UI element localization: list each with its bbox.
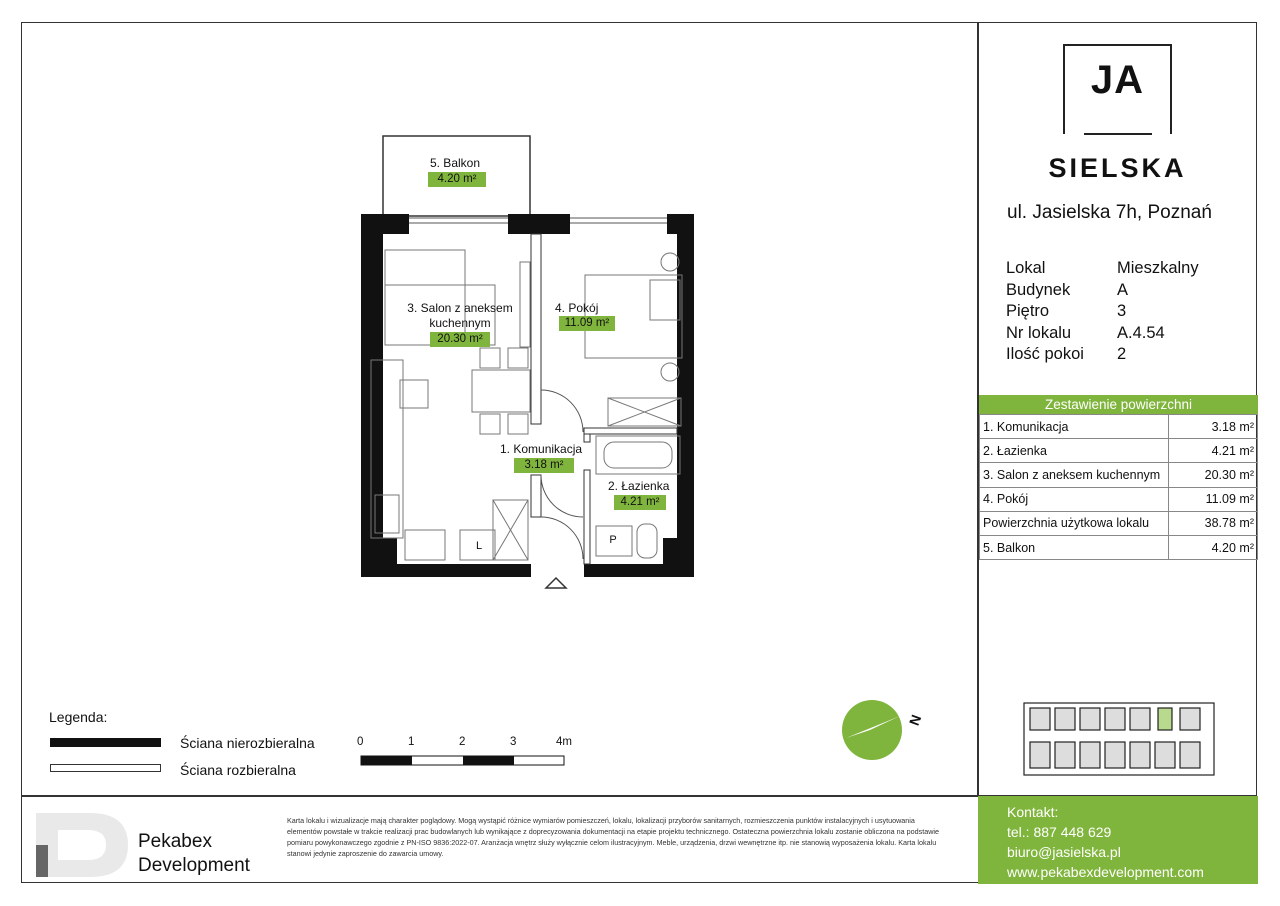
surface-name: 2. Łazienka [980,439,1169,463]
key-plan [1024,703,1214,775]
info-key: Lokal [1006,259,1046,277]
door-swings [541,390,583,559]
legend-solid-label: Ściana nierozbieralna [180,735,315,751]
contact-box [978,796,1258,884]
scale-label: 1 [408,736,415,748]
scale-label: 2 [459,736,466,748]
info-value: A [1117,280,1129,299]
room-lazienka-name: 2. Łazienka [608,479,670,493]
fixture-p: P [609,534,617,546]
developer-line1: Pekabex [138,831,212,852]
surface-value: 4.20 m² [1169,535,1258,559]
table-row [980,439,1258,463]
surfaces-table [979,414,1258,560]
scale-label: 4m [556,736,572,748]
surface-name: 3. Salon z aneksem kuchennym [980,463,1169,487]
room-pokoj-area: 11.09 m² [559,316,615,331]
fixture-l: L [475,540,483,552]
contact-phone[interactable]: tel.: 887 448 629 [1007,824,1112,840]
internal-walls [531,234,677,564]
surface-name: 1. Komunikacja [980,415,1169,439]
surface-value: 4.21 m² [1169,439,1258,463]
scale-label: 0 [357,736,364,748]
info-value: Mieszkalny [1117,259,1199,277]
surface-value: 20.30 m² [1169,463,1258,487]
compass-north-label: N [905,712,925,728]
info-key: Ilość pokoi [1006,345,1084,363]
contact-title: Kontakt: [1007,804,1059,820]
legend-hollow-label: Ściana rozbieralna [180,762,296,778]
room-salon-name-2: kuchennym [429,316,491,330]
surface-value: 3.18 m² [1169,415,1258,439]
table-row [980,487,1258,511]
legend-hollow-swatch [50,764,161,772]
info-row [1006,301,1199,323]
surface-name: 5. Balkon [980,535,1169,559]
info-row [1006,258,1199,280]
contact-email[interactable]: biuro@jasielska.pl [1007,844,1121,860]
room-balkon-area: 4.20 m² [428,172,486,187]
surface-name: 4. Pokój [980,487,1169,511]
developer-line2: Development [138,855,250,876]
developer-name [138,830,250,878]
room-salon-area: 20.30 m² [430,332,490,347]
pekabex-logo-mark [36,813,128,877]
contact-web[interactable]: www.pekabexdevelopment.com [1007,864,1204,880]
room-pokoj-name: 4. Pokój [555,301,599,315]
surface-value: 11.09 m² [1169,487,1258,511]
table-row [980,511,1258,535]
surface-name: Powierzchnia użytkowa lokalu [980,511,1169,535]
logo-mark: JA [1090,58,1145,102]
logo-name: SIELSKA [1048,153,1187,183]
scale-bar [361,756,564,765]
scale-label: 3 [510,736,517,748]
table-row [980,535,1258,559]
info-row [1006,280,1199,302]
info-key: Budynek [1006,280,1071,299]
furniture [371,250,682,560]
room-lazienka-area: 4.21 m² [614,495,666,510]
address: ul. Jasielska 7h, Poznań [1007,202,1212,223]
room-balkon-name: 5. Balkon [429,156,481,170]
room-komunikacja-area: 3.18 m² [514,458,574,473]
disclaimer: Karta lokalu i wizualizacje mają charakter poglądowy. Mogą wystąpić różnice wymiarów pomieszczeń, lokalu, lokalizacji przyborów sanitarnych, rozmieszczenia punktów instalacyjnych i usytuowania elementów powstałe w trakcie realizacji prac budowlanych lub wynikające z doprecyzowania dokumentacji na etapie projektu technicznego. Ostateczna powierzchnia lokalu zostanie obliczona na podstawie pomiaru powykonawczego zgodnie z PN-ISO 9836:2022-07. Aranżacja wnętrz służy wyłącznie celom ilustracyjnym. Meble, urządzenia, drzwi wewnętrzne itp. nie stanowią wyposażenia lokalu. Karta lokalu stanowi jedynie zaproszenie do zawarcia umowy. [287,816,940,858]
legend-solid-swatch [50,738,161,747]
surfaces-title: Zestawienie powierzchni [979,395,1258,414]
info-value: 3 [1117,302,1127,320]
info-value: A.4.54 [1117,323,1165,342]
entrance-arrow [546,578,566,588]
room-salon-name-1: 3. Salon z aneksem [407,301,513,315]
logo-underline [1084,133,1152,135]
info-key: Nr lokalu [1006,323,1072,342]
table-row [980,463,1258,487]
info-row [1006,344,1199,366]
info-row [1006,323,1199,345]
table-row [980,415,1258,439]
compass [842,700,902,760]
surface-value: 38.78 m² [1169,511,1258,535]
unit-info [1006,258,1199,366]
legend-title: Legenda: [49,709,108,725]
info-key: Piętro [1006,302,1050,320]
room-komunikacja-name: 1. Komunikacja [500,442,583,456]
info-value: 2 [1117,345,1127,363]
